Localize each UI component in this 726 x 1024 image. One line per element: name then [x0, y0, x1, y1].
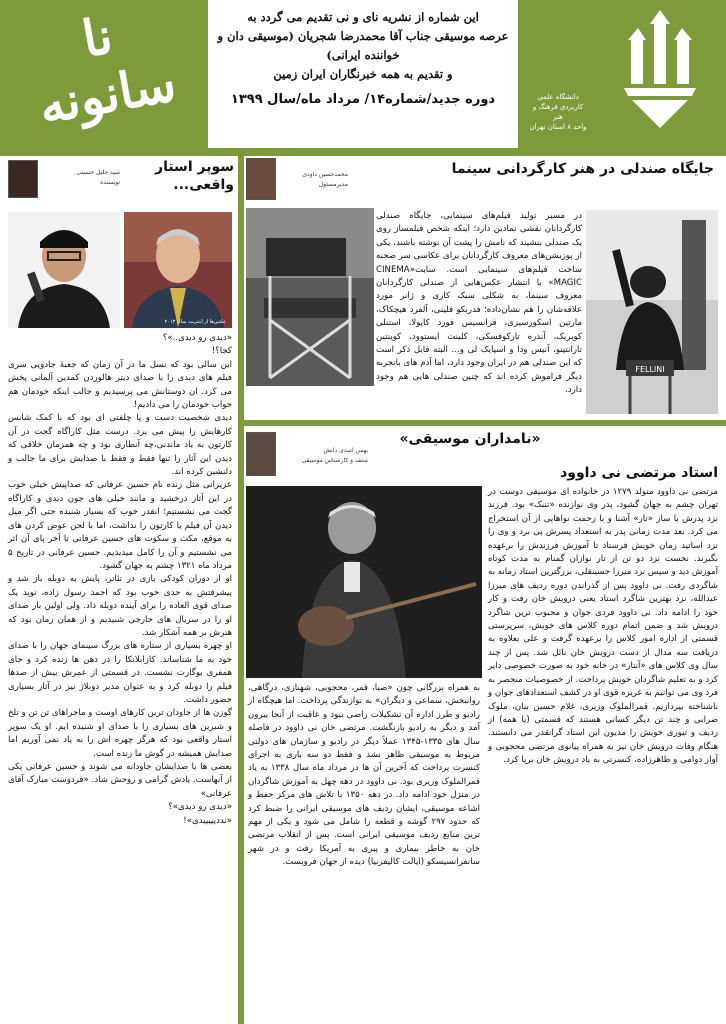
logo-text-top: نا	[77, 5, 117, 69]
article2-author-role: منتقد و کارشناس موسیقی	[301, 457, 368, 464]
article1-author-avatar	[246, 158, 276, 200]
author-avatar	[8, 160, 38, 198]
article1-title: جایگاه صندلی در هنر کارگردانی سینما	[451, 161, 714, 177]
left-paragraph: دیدی شخصیت دست و پا چلفتی ای بود که با کمک شانس کارهایش را پیش می برد. درست مثل کاراگاه گجت در آن کارتون به یاد ماندنی،چه آنطاری بود و چه همزمان خلاقی که دیدن این آثار را تنها فقط و فقط با صدایش برای ما جالب و دلنشین کرده اند.	[8, 413, 232, 478]
article2-author-name: بهمن اسدی دانش	[323, 447, 368, 454]
left-paragraph: این سالی بود که نسل ما در آن زمان که جعبهٔ جادویی سری فیلم های دیدی را با صدای دیتر هالوردن کمدین آلمانی پخش می کرد. ان دوستانش می پرسیدیم و جالب اینکه خودمان هم جواب خودمان را می دادیم!	[8, 359, 232, 411]
article2-right-column: مرتضی نی داوود متولد ۱۲۷۹ در خانواده ای موسیقی دوست در تهران چشم به جهان گشود، پدر وی نوازنده «تنبک» بود. فرزند نزد پدرش با ساز «تار» آشنا و با زحمت نواهایی از آن استخراج می کرد. بعد مدت زمانی پدر به استعداد پسرش پی برد و وی را نزد اساتید زمان خویش فرستاد تا آموزش فرزندش را برعهده بگیرند. نخست نزد دو تن از تار نوازان گمنام به مدت کوتاه آموزش دید و سپس نزد میرزا حسینقلی، بزرگترین استاد زمانه به شاگردی رفت. نی داوود پس از گذراندن دوره ردیف های میرزا عبدالله، نزد بهترین شاگرد استاد یعنی درویش خان رفت و کار خود را ادامه داد. نی داوود فردی جوان و محبوب ترین شاگرد درویش شد و ضمن اتمام دوره کلاس های خویش، سرپرستی قسمتی از اداره امور کلاس را برعهده گرفت و علی بعلاوه به دریافت سه مدال از دست درویش خان نائل شد. پس از چند سال وی کلاس های «آنتار» در خانه خود به صورت خصوصی دایر کرد و به تعلیم شاگردان خویش پرداخت. از خصوصیات منحصر به فرد وی می توانیم به غریزه قوی او در کشف استعدادهای جوان و ناشناخته بپردازیم. قمرالملوک وزیری، غلام حسین بنان، ملوک ضرابی و چند تن دیگر کسانی هستند که قسمتی (یا همه) از ردیف و تیوری خویش را مدیون این استاد گرانقدر می دانستند. هنگام وفات درویش خان نیز به همراه پیانوی مرتضی محجوبی و آواز دوامی و ظاهرزاده، کنسرتی به یاد درویش خان برپا کرد.	[488, 487, 718, 766]
quote-1: «دیدی رو دیدی..»؟	[162, 333, 232, 343]
left-paragraph: او چهره بسیاری از ستاره های بزرگ سینمای جهان را با صدای خود به ما شناساند. کازابلانکا را در ذهن ها زنده کرد و جای همفری بوگارت نشست. در قسمتی از عمرش بیش از صدها فیلم را دوبله کرد و به عنوان مدیر دوبلاژ نیز در آثار بسیاری حضور داشت.	[8, 641, 232, 705]
left-paragraph: او از دوران کودکی بازی در تئاتر، پایش به دوبله باز شد و پیشرفتش به حدی خوب بود که احمد رسول زاده، نوید یک صدای قوی العاده را برای آینده دوبله داد. ولی اولین بار صدای او را در سریال های خارجی شنیدیم و از همان زمان بود که هنرش بر همه آشکار شد.	[8, 574, 232, 638]
photo-fellini-on-set	[586, 210, 718, 414]
article2-section-title: «نامداران موسیقی»	[399, 431, 541, 447]
left-author-name: سید جلیل حسینی	[76, 169, 120, 176]
dedication-line-3: و تقدیم به همه خبرنگاران ایران زمین	[273, 67, 453, 81]
article2-topbar	[244, 420, 726, 426]
issue-info: دوره جدید/شماره۱۴/ مرداد ماه/سال ۱۳۹۹	[230, 92, 496, 107]
left-paragraph: بعضی ها با صدایشان جاودانه می شوند و حسین عرفانی یکی از آنهاست. یادش گرامی و روحش شاد. «فردوست مبارک آقای عرفانی»	[8, 762, 232, 799]
left-article-body	[8, 332, 232, 828]
article2-left-column: به همراه بزرگانی چون «صبا، قمر، محجوبی، شهنازی، درگاهی، روانبخش، سماعی و دیگران» به نوازندگی پرداخت. اما هیچگاه از رادیو و طرز اداره آن تشکیلات راضی نبود و عاقبت از آنجا بیرون آمد و دیگر به رادیو بازنگشت. مرتضی خان نی داوود در فاصله سال های ۱۳۳۵-۱۳۴۵ عملاً دیگر در رادیو و سازمان های دولتی مربوط به موسیقی ظاهر نشد و فقط دو سه باری به اجرای کنسرت پرداخت که آخرین آن ها در مرداد ماه سال ۱۳۳۸ به یاد قمرالملوک وزیری بود. نی داوود در دهه چهل به آموزش شاگردان در منزل خود ادامه داد. در دهه ۱۳۵۰ با تلاش های مرکز حفظ و اشاعه موسیقی، ایشان ردیف های موسیقی ایرانی را ضبط کرد که حدود ۲۹۷ گوشه و قطعه را شامل می شود و یکی از مهم ترین منابع ردیف موسیقی ایرانی است. پس از انقلاب مرتضی خان به خاطر بیماری و پیری به آمریکا رفت و در شهر سانفرانسیسکو (ایالت کالیفرنیا) دیده از جهان فروبست.	[248, 683, 481, 868]
quote-2: کجا؟!	[211, 346, 232, 357]
left-column-topbar	[0, 148, 238, 156]
left-paragraph: «دیدی رو دیدی»؟	[168, 802, 232, 813]
article2-title: استاد مرتضی نی داوود	[560, 465, 718, 481]
chair-label: FELLINI	[635, 365, 665, 374]
dedication-line-1: این شماره از نشریه نای و نی تقدیم می گردد به	[247, 10, 479, 24]
left-paragraph: «نددیییییدی»!	[183, 815, 232, 826]
masthead-dedication	[208, 0, 518, 148]
left-article-title: سوپر استار واقعی...	[155, 159, 234, 193]
logo-text-bottom: سانونه	[34, 53, 181, 136]
photo-musician-with-tar	[246, 486, 482, 678]
column-separator	[238, 148, 244, 1024]
university-name: دانشگاه علمی کاربردی فرهنگ و هنر واحد ۸ استان تهران	[529, 93, 587, 131]
photo-director-chair	[246, 208, 374, 386]
dedication-line-2: عرصه موسیقی جناب آقا محمدرضا شجریان (موسیقی دان و خواننده ایرانی)	[217, 29, 509, 62]
left-author-role: نویسنده	[100, 179, 120, 186]
photo-caption: عکس‌ها از اینترنت سال ۲۰۱۳	[164, 319, 226, 325]
article1-author-role: مدیرمسئول	[318, 181, 348, 188]
photo-man-with-microphone	[8, 212, 120, 328]
article2-author-avatar	[246, 432, 276, 476]
article1-body: در مسیر تولید فیلم‌های سینمایی، جایگاه صندلی کارگردانان نقشی نمادین دارد؛ اینکه شخص فیلمساز روی یک صندلی بنشیند که نامش را پشت آن نوشته باشند، یکی از پوزیشن‌های معروف کارگردانان برای عکاسی سر صحنه ساخت فیلم‌های سینمایی است. سایت«CINEMA MAGIC» با انتشار عکس‌هایی از صندلی کارگردانان معروف سینما، به شکلی سبک کاری و ژانر مورد علاقه‌شان را هم نشان‌داده؛ فدریکو فلینی، آلفرد هیچکاک، مارتین اسکورسیزی، فرانسیس فورد کاپولا، استنلی کوبریک، آندره تارکوفسکی، کلینت ایستوود، کوینتین تارانتینو، آنیس ودا و اسپایک لی و... البته قابل ذکر است که این صندلی هم در ایران وجود دارد، اما آدم های باتجربه دیگر فراموش کرده اند که چنین صندلی هایی هم وجود دارد.	[376, 211, 582, 396]
left-paragraph: عزیزانی مثل زنده نام حسین عرفانی که صداپیش خیلی خوب در این آثار درخشید و مانند خیلی های جون دیدی و کاراگاه گجت می نشستیم؛ انقدر خوب که بسیار شنیده حتی اگر میل دیدن آن فیلم یا کارتون را نداشت، اما با لحن عوض کردن های به موقع، مکث و سکوت های حسین عرفانی تا آخر پای آن اثر می نشستیم و آن را کامل میدیدیم. حسین عرفانی در تاریخ ۵ مرداد ماه ۱۳۲۱ چشم به جهان گشود.	[8, 480, 232, 571]
article1-author-name: محمدحسین داودی	[302, 171, 348, 178]
left-paragraph: گوزن ها از جاودان ترین کارهای اوست و ماجراهای تن تن و تلخ و شیرین های بسیاری را با صدای او شنیده ایم. او یک سوپر استار واقعی بود که هرگز چهره اش را به یاد نمی آوریم اما صدایش همیشه در گوش ما زنده است.	[8, 708, 232, 759]
article1-topbar	[244, 148, 726, 156]
photo-elderly-man	[124, 212, 232, 328]
